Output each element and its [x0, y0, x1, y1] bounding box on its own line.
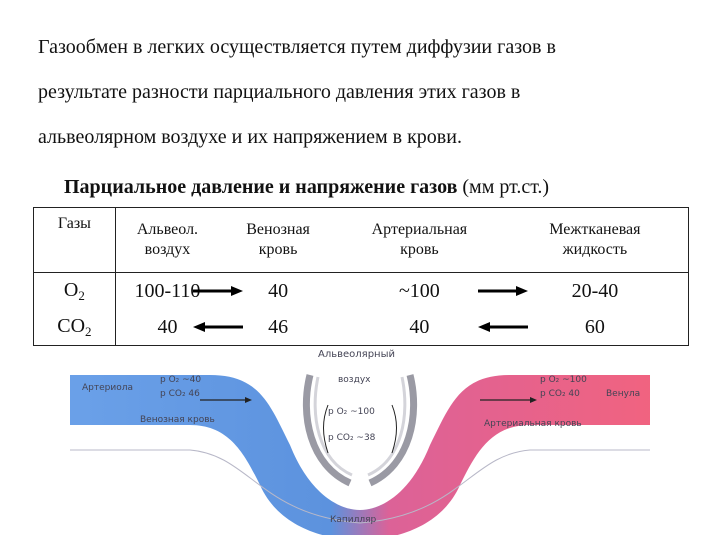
header-arterial-text: Артериальная кровь: [371, 221, 468, 258]
cell-co2-venous: [219, 309, 337, 346]
arrow-right-icon: [193, 286, 243, 296]
alveolar-po2: p O₂ ~100: [328, 407, 375, 417]
co2-venous-value: 46: [268, 315, 289, 338]
header-gases: Газы: [34, 208, 116, 273]
cell-co2-tissue: 60: [584, 315, 605, 338]
right-po2: p O₂ ~100: [540, 375, 587, 385]
alveolus: [302, 350, 418, 500]
cell-co2-arterial: [337, 309, 502, 346]
intro-line-2: результате разности парциального давления этих газов в: [38, 81, 521, 103]
cell-o2-tissue: 20-40: [571, 279, 619, 302]
co2-arterial-value: 40: [409, 315, 430, 338]
gas-co2-subscript: 2: [85, 323, 92, 339]
header-venous-text: Венозная кровь: [246, 221, 310, 258]
intro-line-1: Газообмен в легких осуществляется путем диффузии газов в: [38, 36, 556, 58]
cell-o2-venous: [219, 273, 337, 310]
header-tissue-text: Межтканевая жидкость: [549, 221, 641, 258]
header-venous: [219, 208, 337, 273]
caption-unit: (мм рт.ст.): [462, 176, 550, 198]
table-row-o2: [34, 273, 689, 310]
arrow-right-icon: [478, 286, 528, 296]
capillary-label: Капилляр: [330, 515, 377, 525]
gas-co2-symbol: CO: [57, 314, 86, 337]
gas-o2-symbol: O: [63, 278, 79, 301]
o2-venous-value: 40: [268, 279, 289, 302]
arrow-left-icon: [193, 322, 243, 332]
cell-o2-alveolar: 100-110: [134, 279, 201, 302]
gas-pressure-table: [33, 207, 689, 346]
alveolar-title-1: Альвеолярный: [318, 349, 395, 360]
cell-o2-arterial: [337, 273, 502, 310]
table-row-co2: [34, 309, 689, 346]
gas-o2-subscript: 2: [78, 287, 85, 303]
caption-title: Парциальное давление и напряжение газов: [64, 176, 458, 198]
table-header-row: [34, 208, 689, 273]
venule-label: Венула: [606, 389, 641, 399]
alveolus-capillary-diagram: [60, 345, 660, 535]
venous-blood-label: Венозная кровь: [140, 415, 215, 425]
header-tissue: [502, 208, 689, 273]
intro-line-3: альвеолярном воздухе и их напряжением в крови.: [38, 126, 462, 148]
header-alveolar-text: Альвеол. воздух: [136, 221, 199, 258]
o2-arterial-value: ~100: [398, 279, 440, 302]
table-caption: [64, 176, 549, 199]
alveolar-title-2: воздух: [338, 375, 371, 385]
cell-co2-alveolar: 40: [157, 315, 178, 338]
left-po2: p O₂ ~40: [160, 375, 202, 385]
left-pco2: p CO₂ 46: [160, 389, 200, 399]
header-alveolar: [115, 208, 219, 273]
alveolar-pco2: p CO₂ ~38: [328, 433, 376, 443]
arterial-blood-label: Артериальная кровь: [484, 419, 582, 429]
header-arterial: [337, 208, 502, 273]
arrow-left-icon: [478, 322, 528, 332]
right-pco2: p CO₂ 40: [540, 389, 580, 399]
cell-gas-o2: [34, 273, 116, 310]
left-arteriole-label: Артериола: [82, 383, 133, 393]
cell-gas-co2: [34, 309, 116, 346]
